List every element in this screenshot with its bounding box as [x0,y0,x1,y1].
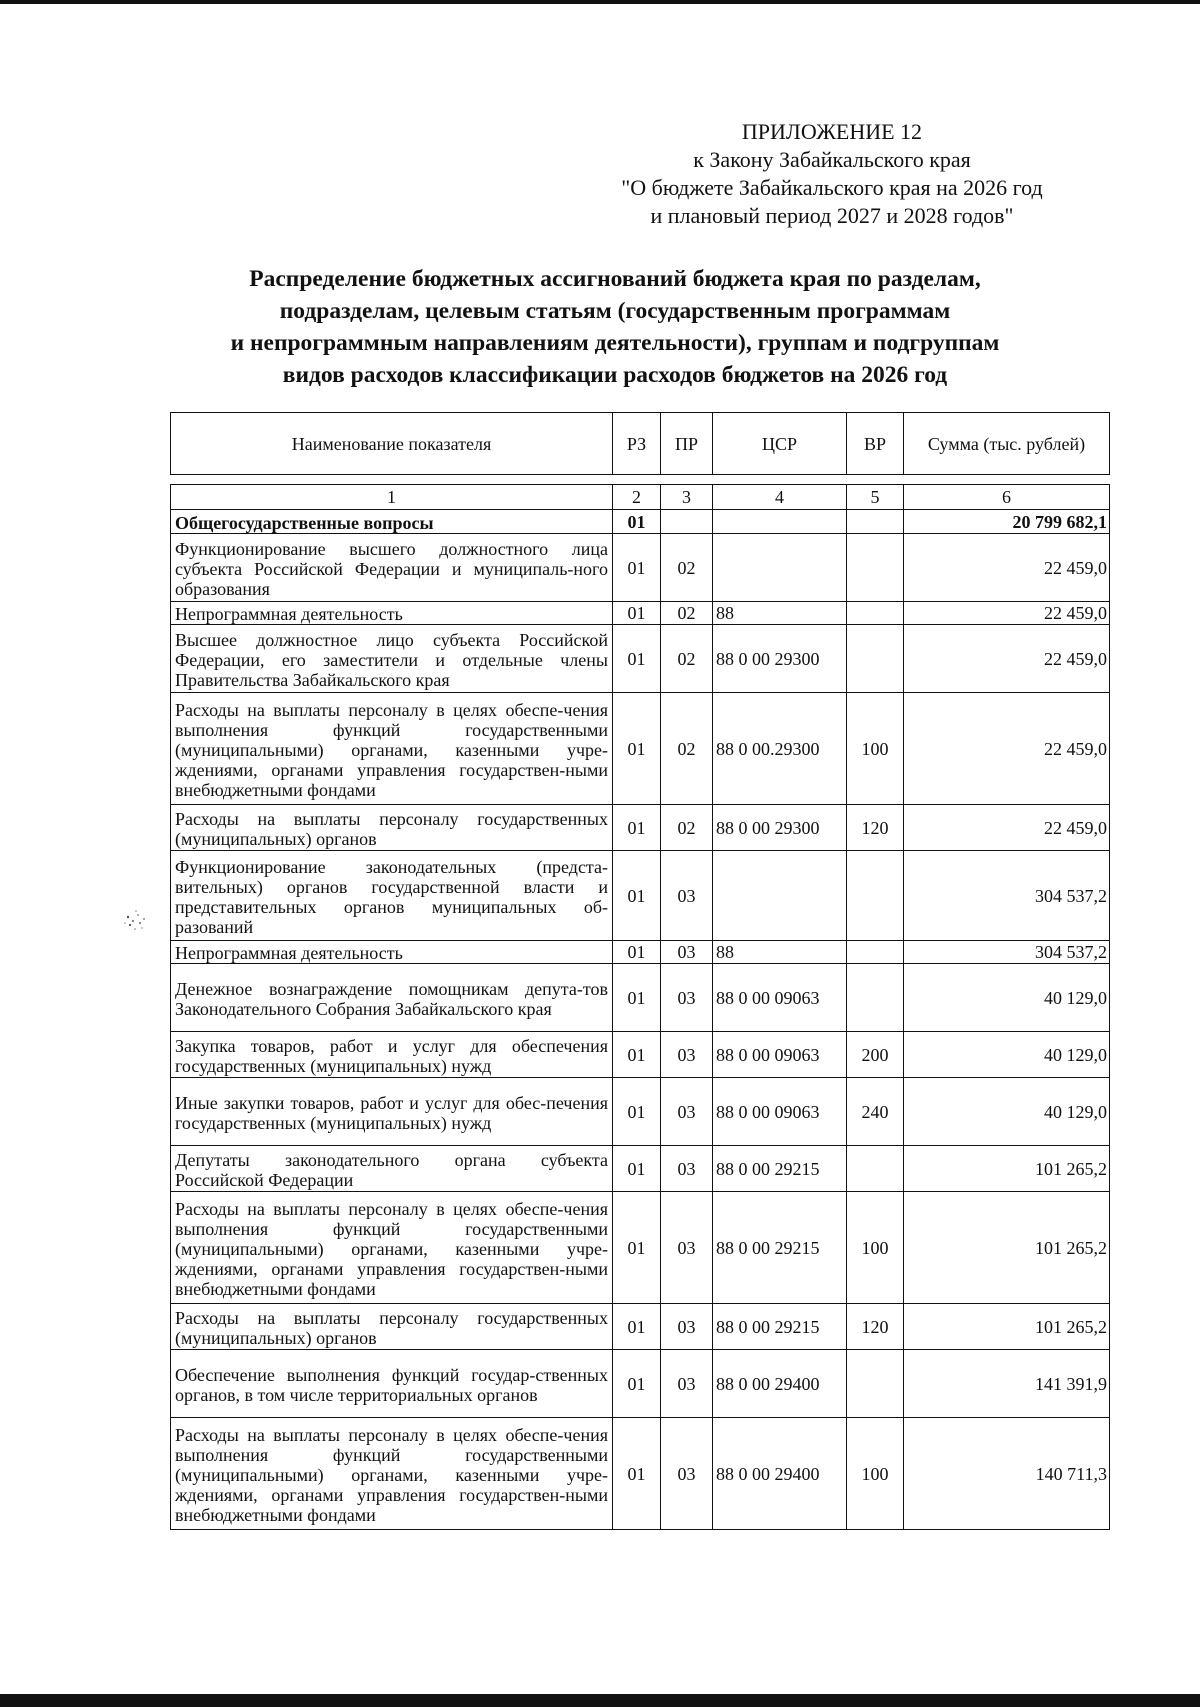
col-header-rz: РЗ [613,413,661,475]
row-pr: 03 [661,1146,713,1192]
row-vr [847,510,904,534]
row-name: Расходы на выплаты персоналу в целях обеспе-чения выполнения функций государственными (муниципальными) органами, казенными учре-ждениями, органами управления государствен-ными внебюджетными фондами [171,1192,613,1304]
col-header-vr: ВР [847,413,904,475]
row-rz: 01 [613,1032,661,1078]
row-name: Обеспечение выполнения функций государ-ственных органов, в том числе территориальных органов [171,1350,613,1418]
row-name: Расходы на выплаты персоналу в целях обеспе-чения выполнения функций государственными (муниципальными) органами, казенными учре-ждениями, органами управления государствен-ными внебюджетными фондами [171,1418,613,1530]
row-csr: 88 0 00 09063 [713,964,847,1032]
row-sum: 40 129,0 [904,1032,1110,1078]
row-sum: 101 265,2 [904,1192,1110,1304]
row-vr: 100 [847,693,904,805]
row-csr: 88 0 00 29400 [713,1418,847,1530]
row-rz: 01 [613,941,661,964]
row-name: Высшее должностное лицо субъекта Российской Федерации, его заместители и отдельные члены Правительства Забайкальского края [171,625,613,693]
row-csr [713,534,847,602]
row-name: Функционирование высшего должностного лица субъекта Российской Федерации и муниципаль-ного образования [171,534,613,602]
row-csr: 88 0 00 29215 [713,1304,847,1350]
row-csr: 88 0 00 29215 [713,1146,847,1192]
table-row [171,625,1110,693]
row-name: Непрограммная деятельность [171,941,613,964]
row-rz: 01 [613,805,661,851]
column-number: 5 [847,485,904,510]
row-sum: 304 537,2 [904,851,1110,941]
row-vr [847,625,904,693]
row-pr: 03 [661,851,713,941]
row-rz: 01 [613,1078,661,1146]
column-number: 3 [661,485,713,510]
row-csr: 88 0 00.29300 [713,693,847,805]
row-pr: 02 [661,693,713,805]
row-sum: 140 711,3 [904,1418,1110,1530]
scan-noise [100,905,160,945]
row-pr: 02 [661,534,713,602]
budget-table [170,484,1110,1530]
row-name: Расходы на выплаты персоналу государственных (муниципальных) органов [171,1304,613,1350]
table-row [171,851,1110,941]
row-csr: 88 [713,602,847,625]
row-pr: 03 [661,1078,713,1146]
row-rz: 01 [613,1350,661,1418]
title-line: Распределение бюджетных ассигнований бюджета края по разделам, [249,266,981,292]
row-sum: 22 459,0 [904,805,1110,851]
row-pr: 03 [661,1192,713,1304]
column-number: 4 [713,485,847,510]
row-sum: 22 459,0 [904,602,1110,625]
row-csr: 88 0 00 09063 [713,1032,847,1078]
row-rz: 01 [613,1304,661,1350]
row-vr: 100 [847,1418,904,1530]
column-number: 2 [613,485,661,510]
row-vr [847,851,904,941]
row-pr: 03 [661,941,713,964]
row-name: Расходы на выплаты персоналу в целях обеспе-чения выполнения функций государственными (муниципальными) органами, казенными учре-ждениями, органами управления государствен-ными внебюджетными фондами [171,693,613,805]
row-rz: 01 [613,1418,661,1530]
header-row [171,413,1110,475]
row-csr [713,851,847,941]
col-header-pr: ПР [661,413,713,475]
row-sum: 304 537,2 [904,941,1110,964]
row-name: Непрограммная деятельность [171,602,613,625]
row-pr: 03 [661,1304,713,1350]
appendix-header [572,118,1092,230]
row-sum: 101 265,2 [904,1146,1110,1192]
title-line: видов расходов классификации расходов бюджетов на 2026 год [282,362,948,388]
appendix-law-period: и плановый период 2027 и 2028 годов" [650,203,1014,228]
row-sum: 40 129,0 [904,1078,1110,1146]
table-row [171,1350,1110,1418]
row-rz: 01 [613,625,661,693]
row-rz: 01 [613,510,661,534]
budget-table-header [170,412,1110,475]
row-pr: 03 [661,1032,713,1078]
row-name: Функционирование законодательных (предста-вительных) органов государственной власти и представительных органов муниципальных об-разований [171,851,613,941]
row-vr [847,602,904,625]
table-row [171,1146,1110,1192]
row-csr: 88 [713,941,847,964]
row-vr: 120 [847,805,904,851]
row-rz: 01 [613,964,661,1032]
column-number-row [171,485,1110,510]
title-line: подразделам, целевым статьям (государственным программам [279,298,951,324]
row-vr: 200 [847,1032,904,1078]
column-number: 1 [171,485,613,510]
row-csr [713,510,847,534]
row-csr: 88 0 00 29300 [713,625,847,693]
table-row [171,1418,1110,1530]
row-name: Иные закупки товаров, работ и услуг для обес-печения государственных (муниципальных) нужд [171,1078,613,1146]
row-sum: 141 391,9 [904,1350,1110,1418]
row-sum: 22 459,0 [904,693,1110,805]
document-title [150,263,1080,391]
table-row [171,964,1110,1032]
row-csr: 88 0 00 29300 [713,805,847,851]
row-rz: 01 [613,851,661,941]
col-header-csr: ЦСР [713,413,847,475]
row-vr [847,964,904,1032]
row-pr: 02 [661,805,713,851]
row-rz: 01 [613,602,661,625]
row-pr [661,510,713,534]
table-row [171,1304,1110,1350]
table-row [171,693,1110,805]
budget-table-body [171,485,1110,1530]
row-csr: 88 0 00 29400 [713,1350,847,1418]
row-sum: 22 459,0 [904,625,1110,693]
table-row [171,1078,1110,1146]
col-header-name: Наименование показателя [171,413,613,475]
column-number: 6 [904,485,1110,510]
row-rz: 01 [613,693,661,805]
row-rz: 01 [613,1192,661,1304]
table-row [171,534,1110,602]
appendix-law-title: "О бюджете Забайкальского края на 2026 год [621,175,1043,200]
appendix-number: ПРИЛОЖЕНИЕ 12 [741,119,923,144]
table-row [171,602,1110,625]
row-name: Общегосударственные вопросы [171,510,613,534]
table-row [171,805,1110,851]
row-name: Закупка товаров, работ и услуг для обеспечения государственных (муниципальных) нужд [171,1032,613,1078]
row-vr [847,941,904,964]
row-rz: 01 [613,1146,661,1192]
row-vr: 120 [847,1304,904,1350]
row-vr [847,534,904,602]
row-pr: 02 [661,625,713,693]
scan-border-top [0,0,1200,4]
row-sum: 101 265,2 [904,1304,1110,1350]
row-pr: 03 [661,1418,713,1530]
row-pr: 03 [661,964,713,1032]
row-name: Расходы на выплаты персоналу государственных (муниципальных) органов [171,805,613,851]
table-row [171,1032,1110,1078]
row-sum: 22 459,0 [904,534,1110,602]
col-header-sum: Сумма (тыс. рублей) [904,413,1110,475]
appendix-law-ref: к Закону Забайкальского края [693,147,971,172]
row-csr: 88 0 00 09063 [713,1078,847,1146]
table-row [171,1192,1110,1304]
row-vr [847,1146,904,1192]
row-sum: 40 129,0 [904,964,1110,1032]
row-name: Депутаты законодательного органа субъекта Российской Федерации [171,1146,613,1192]
row-rz: 01 [613,534,661,602]
row-csr: 88 0 00 29215 [713,1192,847,1304]
row-name: Денежное вознаграждение помощникам депута-тов Законодательного Собрания Забайкальского края [171,964,613,1032]
row-vr: 100 [847,1192,904,1304]
scan-border-bottom [0,1694,1200,1707]
table-row [171,510,1110,534]
title-line: и непрограммным направлениям деятельности), группам и подгруппам [230,330,1000,356]
table-row [171,941,1110,964]
row-pr: 02 [661,602,713,625]
row-pr: 03 [661,1350,713,1418]
row-vr [847,1350,904,1418]
row-vr: 240 [847,1078,904,1146]
row-sum: 20 799 682,1 [904,510,1110,534]
